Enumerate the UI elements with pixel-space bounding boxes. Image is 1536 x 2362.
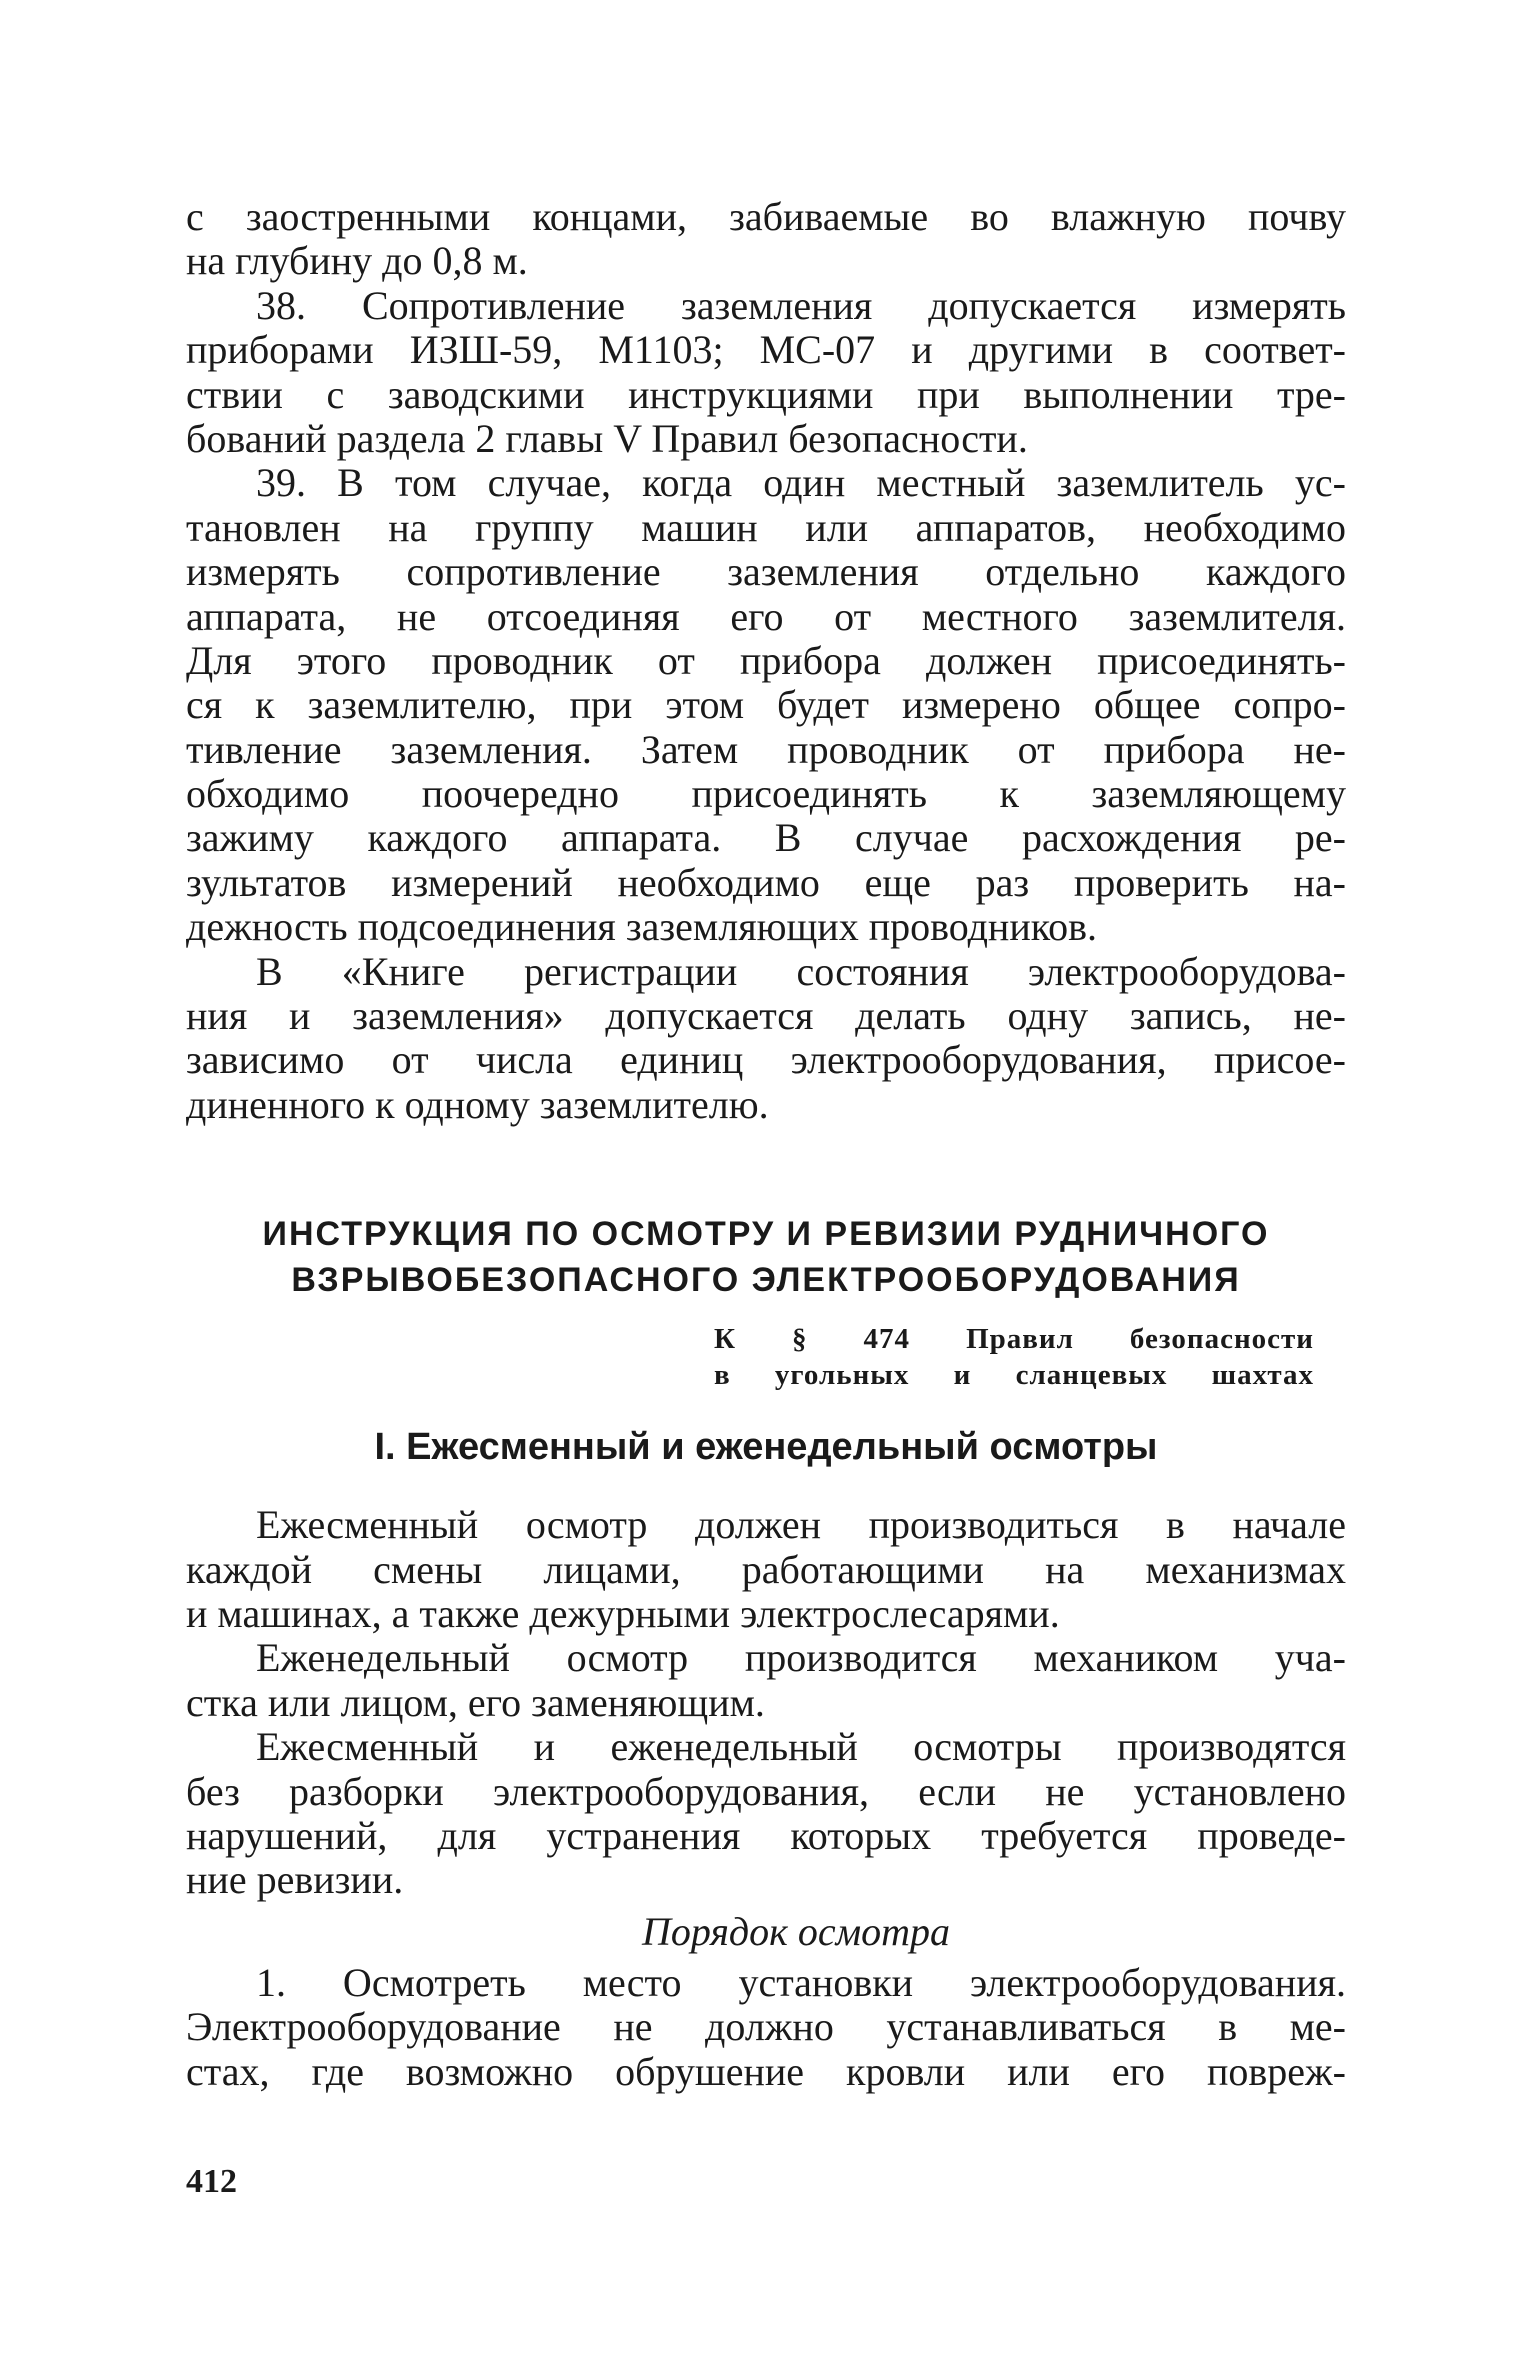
section-spacer [186,1127,1346,1211]
text-line: обходимо поочередно присоединять к заземляющему [186,771,1346,817]
instruction-title-line: ИНСТРУКЦИЯ ПО ОСМОТРУ И РЕВИЗИИ РУДНИЧНОГО [262,1215,1270,1254]
paragraph-top [186,195,1346,284]
text-line: тановлен на группу машин или аппаратов, необходимо [186,504,1346,550]
text-line: на глубину до 0,8 м. [186,238,528,284]
text-line: и машинах, а также дежурными электрослесарями. [186,1590,1060,1636]
paragraph-item-39 [186,461,1346,949]
section-1-paragraph-1 [186,1503,1346,1636]
text-line: Ежесменный и еженедельный осмотры производятся [256,1724,1346,1770]
text-line: без разборки электрооборудования, если не установлено [186,1768,1346,1814]
text-line: ние ревизии. [186,1857,404,1903]
procedure-item-1 [186,1961,1346,2094]
text-line: аппарата, не отсоединяя его от местного заземлителя. [186,593,1346,639]
text-line: ния и заземления» допускается делать одну запись, не- [186,993,1346,1039]
text-line: диненного к одному заземлителю. [186,1081,769,1127]
section-1-paragraph-3 [186,1725,1346,1903]
text-line: зультатов измерений необходимо еще раз проверить на- [186,859,1346,905]
text-line: приборами ИЗШ-59, М1103; МС-07 и другими в соответ- [186,327,1346,373]
rule-reference [714,1321,1346,1393]
text-line: зажиму каждого аппарата. В случае расхождения ре- [186,815,1346,861]
section-1-paragraph-2 [186,1636,1346,1725]
procedure-title: Порядок осмотра [641,1908,951,1954]
text-line: Ежесменный осмотр должен производиться в начале [256,1502,1346,1548]
text-line: 39. В том случае, когда один местный заземлитель ус- [256,460,1346,506]
text-line: стах, где возможно обрушение кровли или его повреж- [186,2048,1346,2094]
text-line: тивление заземления. Затем проводник от прибора не- [186,726,1346,772]
text-line: зависимо от числа единиц электрооборудования, присое- [186,1037,1346,1083]
rule-reference-line: в угольных и сланцевых шахтах [714,1359,1314,1392]
text-line: 1. Осмотреть место установки электрооборудования. [256,1959,1346,2005]
text-line: ся к заземлителю, при этом будет измерено общее сопро- [186,682,1346,728]
document-page [186,195,1346,2094]
text-line: измерять сопротивление заземления отдельно каждого [186,549,1346,595]
text-line: с заостренными концами, забиваемые во влажную почву [186,194,1346,239]
page-number: 412 [186,2163,237,2200]
text-line: каждой смены лицами, работающими на механизмах [186,1546,1346,1592]
paragraph-book-note [186,950,1346,1128]
text-line: дежность подсоединения заземляющих проводников. [186,904,1098,950]
text-line: 38. Сопротивление заземления допускается измерять [256,282,1346,328]
text-line: бований раздела 2 главы V Правил безопасности. [186,415,1028,461]
text-line: ствии с заводскими инструкциями при выполнении тре- [186,371,1346,417]
text-line: Для этого проводник от прибора должен присоединять- [186,637,1346,683]
text-line: В «Книге регистрации состояния электрооборудова- [256,948,1346,994]
text-line: стка или лицом, его заменяющим. [186,1679,765,1725]
text-line: нарушений, для устранения которых требуется проведе- [186,1812,1346,1858]
section-1-title: I. Ежесменный и еженедельный осмотры [374,1426,1158,1469]
text-line: Еженедельный осмотр производится механиком уча- [256,1635,1346,1681]
paragraph-item-38 [186,284,1346,462]
text-line: Электрооборудование не должно устанавливаться в ме- [186,2004,1346,2050]
instruction-title [186,1211,1346,1303]
rule-reference-line: К § 474 Правил безопасности [714,1323,1314,1356]
instruction-title-line: ВЗРЫВОБЕЗОПАСНОГО ЭЛЕКТРООБОРУДОВАНИЯ [291,1261,1241,1300]
